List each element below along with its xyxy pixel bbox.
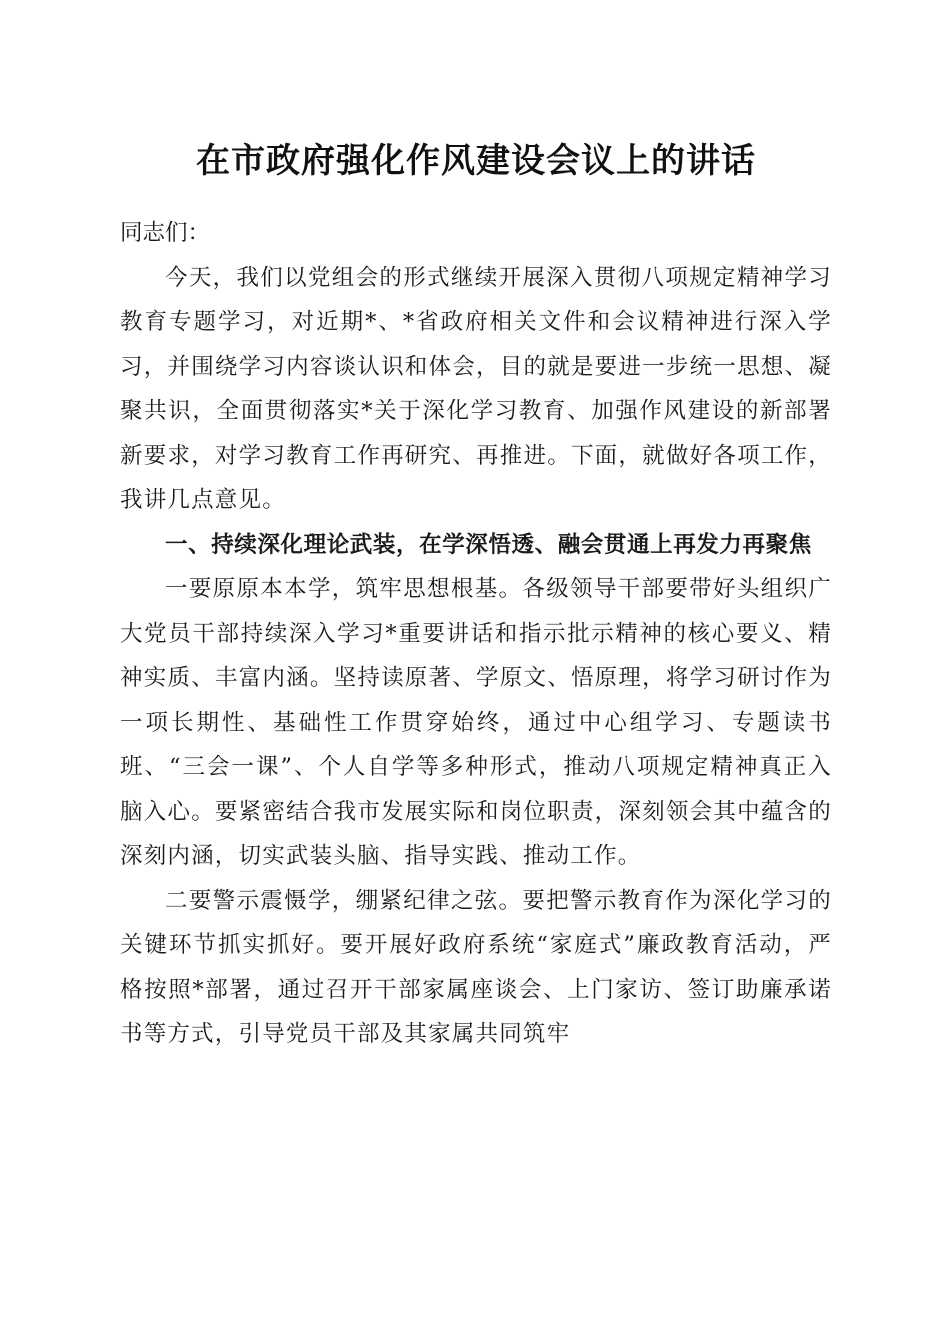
section-paragraph: 一要原原本本学，筑牢思想根基。各级领导干部要带好头组织广大党员干部持续深入学习*重要讲话和指示批示精神的核心要义、精神实质、丰富内涵。坚持读原著、学原文、悟原理，将学习研讨作为一项长期性、基础性工作贯穿始终，通过中心组学习、专题读书班、“三会一课”、个人自学等多种形式，推动八项规定精神真正入脑入心。要紧密结合我市发展实际和岗位职责，深刻领会其中蕴含的深刻内涵，切实武装头脑、指导实践、推动工作。	[120, 576, 832, 869]
section-paragraph: 二要警示震慑学，绷紧纪律之弦。要把警示教育作为深化学习的关键环节抓实抓好。要开展好政府系统“家庭式”廉政教育活动，严格按照*部署，通过召开干部家属座谈会、上门家访、签订助廉承诺书等方式，引导党员干部及其家属共同筑牢	[120, 887, 832, 1047]
document-page	[120, 0, 832, 1057]
salutation: 同志们：	[120, 220, 211, 246]
section-heading: 一、持续深化理论武装，在学深悟透、融会贯通上再发力再聚焦	[165, 531, 812, 558]
intro-paragraph: 今天，我们以党组会的形式继续开展深入贯彻八项规定精神学习教育专题学习，对近期*、*省政府相关文件和会议精神进行深入学习，并围绕学习内容谈认识和体会，目的就是要进一步统一思想、凝聚共识，全面贯彻落实*关于深化学习教育、加强作风建设的新部署新要求，对学习教育工作再研究、再推进。下面，就做好各项工作，我讲几点意见。	[120, 264, 832, 513]
document-title: 在市政府强化作风建设会议上的讲话	[196, 141, 756, 181]
